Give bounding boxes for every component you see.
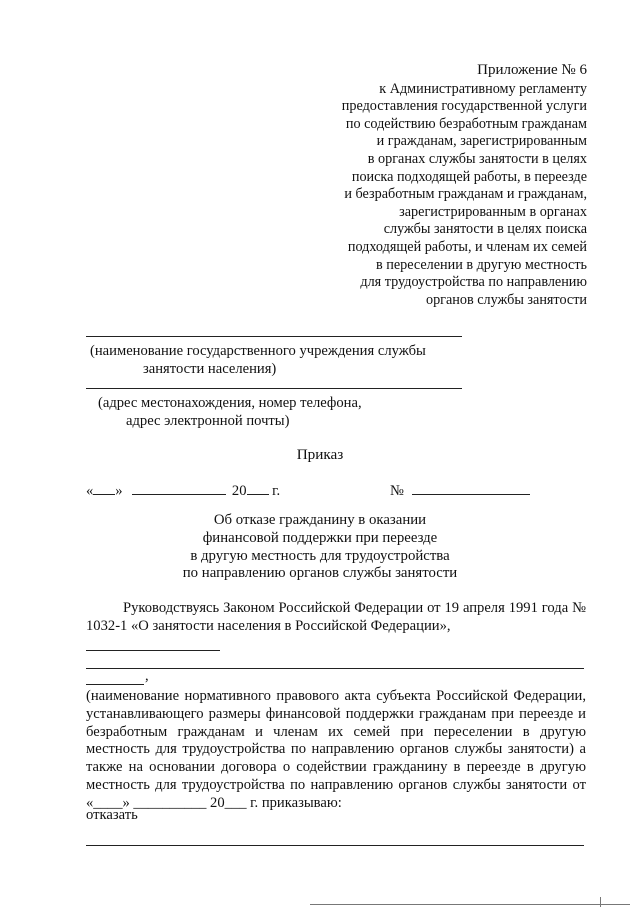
quote-open: « xyxy=(86,483,94,499)
day-blank[interactable] xyxy=(93,480,115,495)
annex-line: органов службы занятости xyxy=(425,291,587,308)
annex-line: и безработным гражданам и гражданам, xyxy=(344,186,587,203)
order-date-field xyxy=(86,480,280,500)
annex-line: зарегистрированным в органах xyxy=(399,203,587,220)
address-caption: (адрес местонахождения, номер телефона, xyxy=(98,395,362,411)
annex-line: в органах службы занятости в целях xyxy=(367,150,587,167)
annex-line: предоставления государственной услуги xyxy=(341,98,587,115)
scan-edge-mark xyxy=(600,897,601,907)
order-number-field xyxy=(390,480,530,500)
annex-line: по содействию безработным гражданам xyxy=(345,115,587,132)
subject-line: по направлению органов службы занятости xyxy=(182,565,458,582)
order-subject xyxy=(0,512,640,583)
trailing-comma: , xyxy=(145,668,149,684)
year-blank[interactable] xyxy=(247,480,269,495)
legal-act-fill-line-3[interactable] xyxy=(86,684,144,685)
annex-header xyxy=(267,62,587,309)
institution-caption: (наименование государственного учреждения службы xyxy=(90,343,426,359)
refusal-reason-fill-line[interactable] xyxy=(86,845,584,846)
basis-paragraph: Руководствуясь Законом Российской Федерации от 19 апреля 1991 года № 1032-1 «О занятости населения в Российской Федерации», xyxy=(86,600,586,634)
year-prefix: 20 xyxy=(231,483,247,499)
refuse-word: отказать xyxy=(86,807,138,823)
legal-act-fill-line-2[interactable] xyxy=(86,668,584,669)
annex-line: для трудоустройства по направлению xyxy=(360,274,587,291)
subject-line: в другую местность для трудоустройства xyxy=(190,547,450,564)
annex-line: к Административному регламенту xyxy=(379,80,587,97)
scan-edge-line xyxy=(310,904,630,905)
subject-line: Об отказе гражданину в оказании xyxy=(213,512,427,528)
annex-title: Приложение № 6 xyxy=(477,62,587,78)
annex-line: в переселении в другую местность xyxy=(375,256,587,273)
subject-line: финансовой поддержки при переезде xyxy=(202,529,438,546)
month-blank[interactable] xyxy=(132,480,226,495)
institution-fill-line[interactable] xyxy=(86,336,462,337)
annex-line: поиска подходящей работы, в переезде xyxy=(351,168,587,185)
legal-act-paragraph: (наименование нормативного правового акта субъекта Российской Федерации, устанавливающего размеры финансовой поддержки гражданам при переезде и безработным гражданам и членам их семей при переселении в другую местность для трудоустройства по направлению органов службы занятости) а также на основании договора о содействии гражданину в переезде в другую местность для трудоустройства по направлению органов службы занятости от «____» __________ 20___ г. приказываю: xyxy=(86,688,586,811)
year-suffix: г. xyxy=(272,483,281,499)
number-sign: № xyxy=(390,483,404,499)
number-blank[interactable] xyxy=(412,480,530,495)
legal-act-fill-line[interactable] xyxy=(86,650,220,651)
address-fill-line[interactable] xyxy=(86,388,462,389)
annex-line: службы занятости в целях поиска xyxy=(383,221,587,238)
institution-caption: занятости населения) xyxy=(143,361,277,377)
document-title: Приказ xyxy=(296,446,344,463)
annex-line: подходящей работы, и членам их семей xyxy=(347,238,587,255)
address-caption: адрес электронной почты) xyxy=(126,413,290,429)
quote-close: » xyxy=(115,483,123,499)
annex-line: и гражданам, зарегистрированным xyxy=(376,133,587,150)
